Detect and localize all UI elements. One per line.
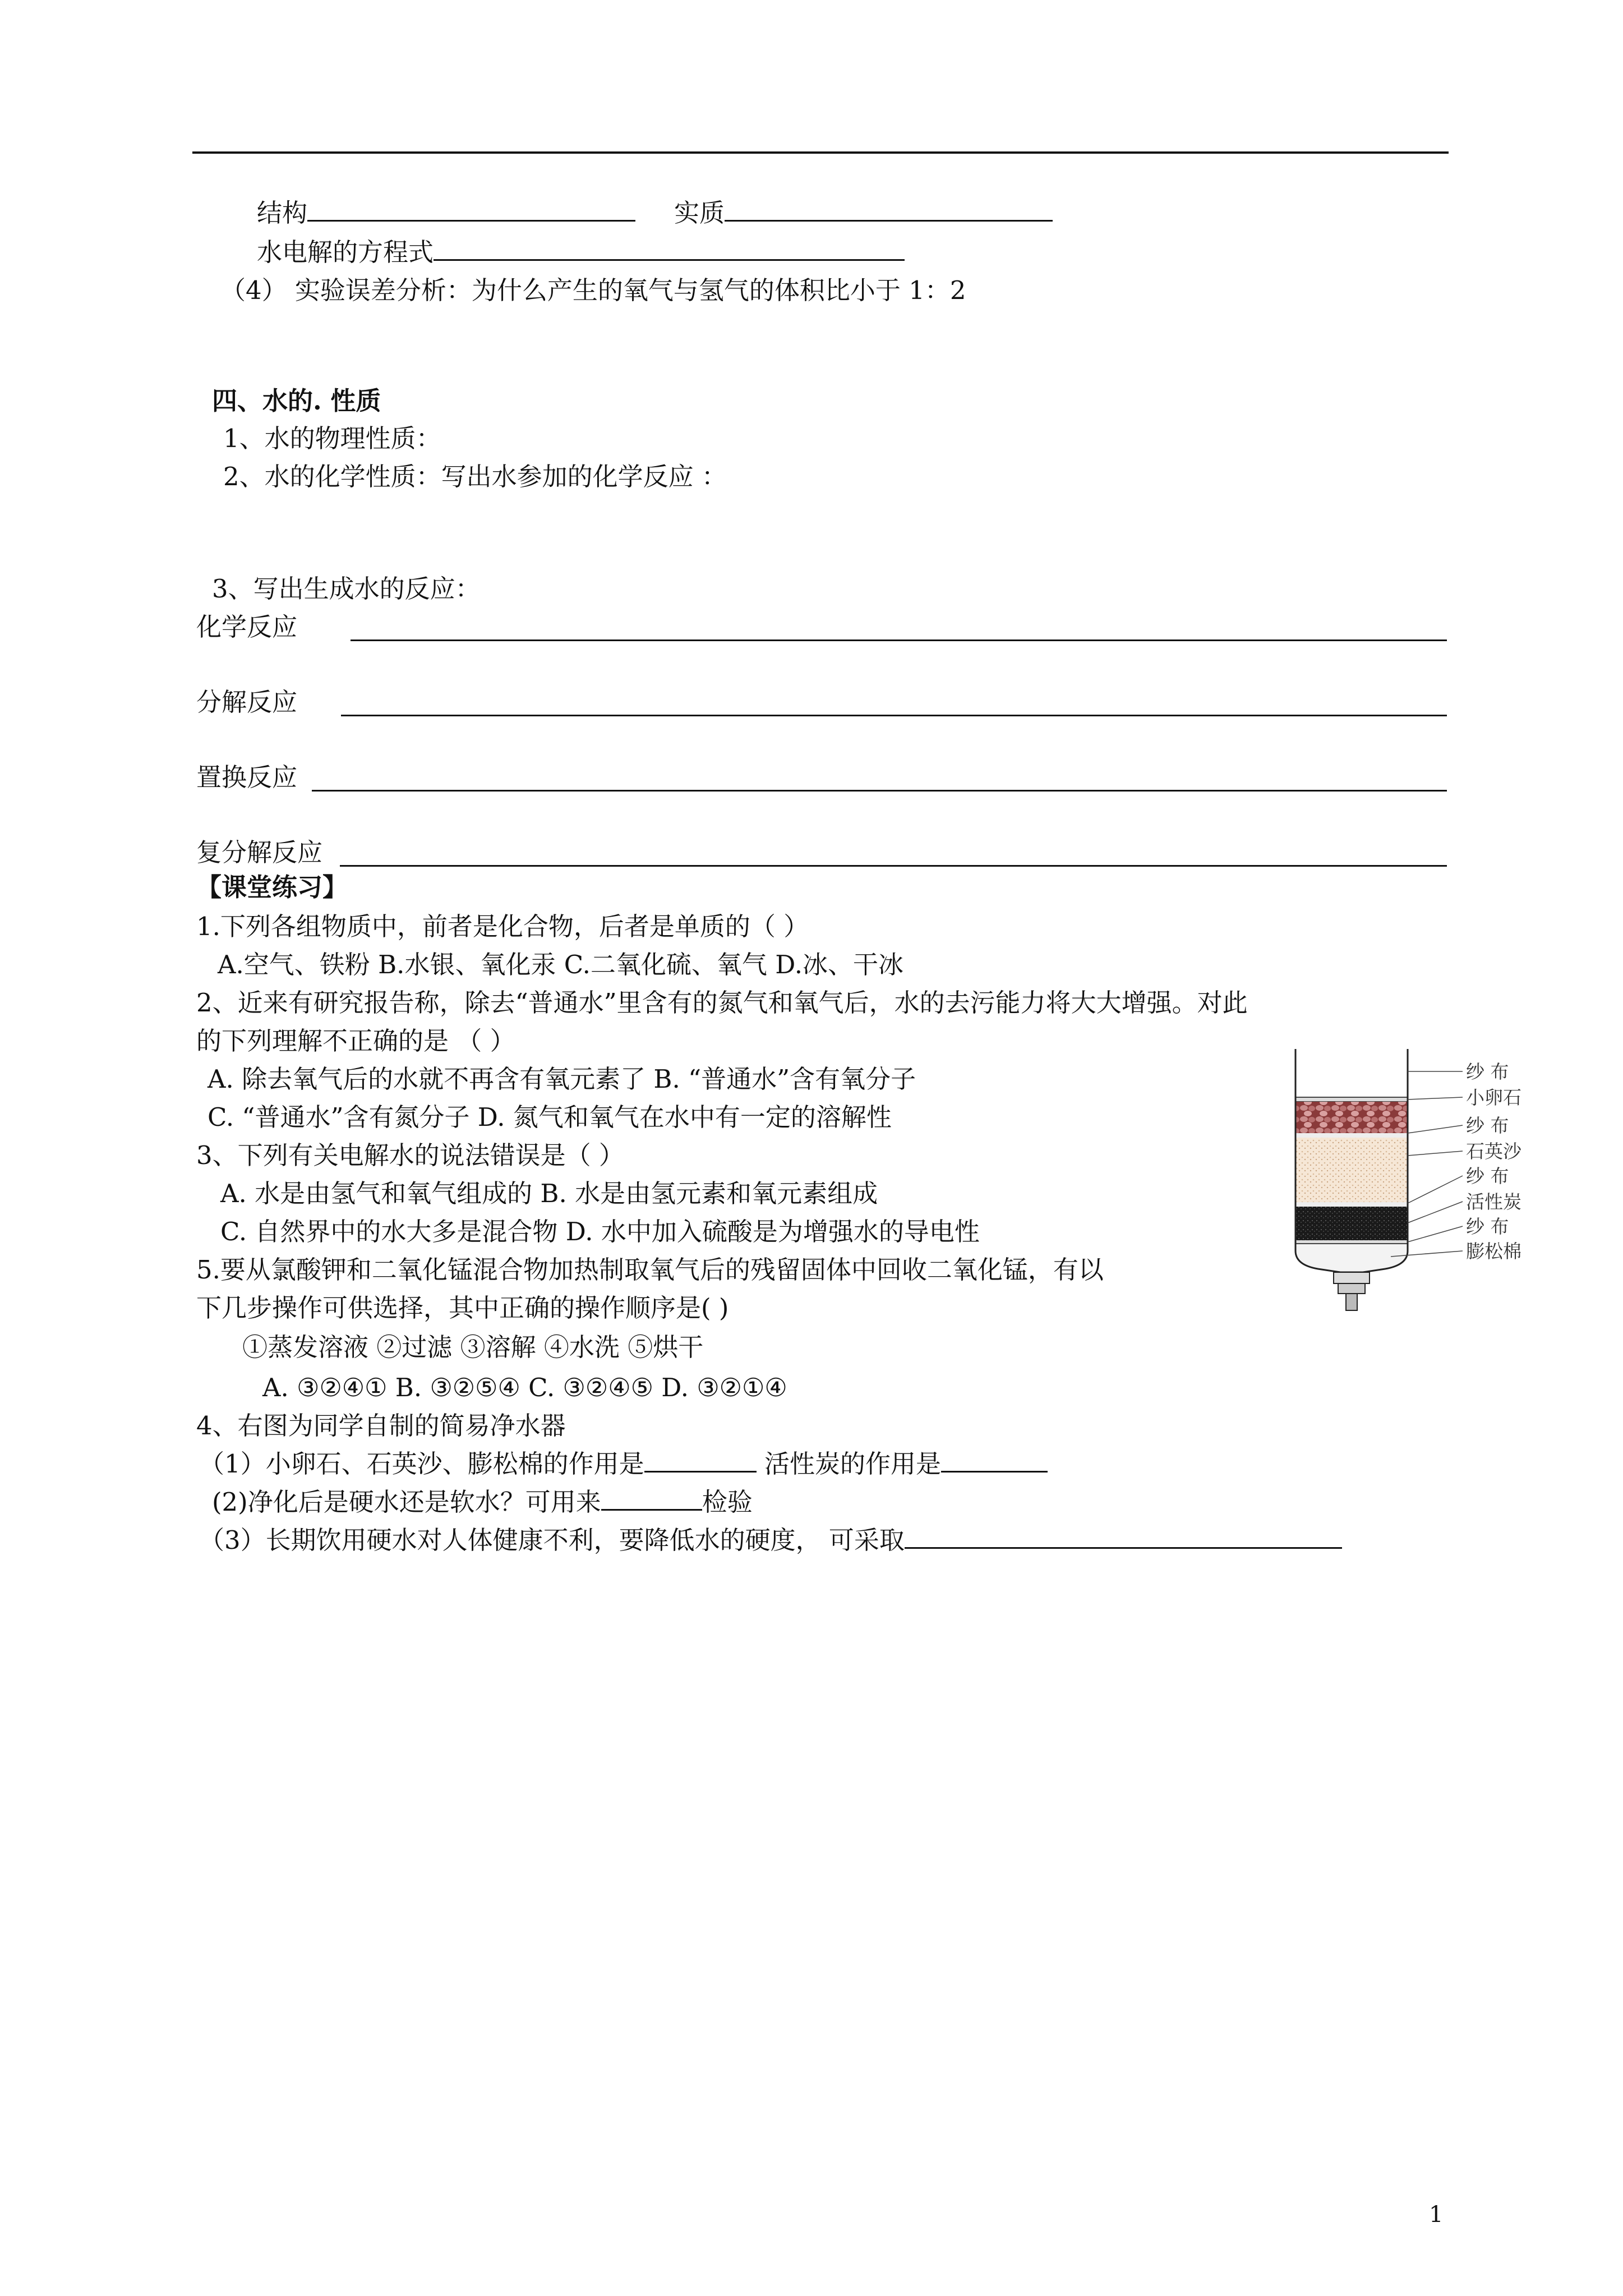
page-number: 1 xyxy=(1429,2202,1444,2228)
structure-label: 结构 xyxy=(257,198,308,228)
q4-stem: 4、右图为同学自制的简易净水器 xyxy=(196,1411,566,1441)
reaction-label-double: 复分解反应 xyxy=(196,838,323,867)
q3-options-cd: C. 自然界中的水大多是混合物 D. 水中加入硫酸是为增强水的导电性 xyxy=(220,1217,980,1246)
q4-part1-text-a: （1）小卵石、石英沙、膨松棉的作用是 xyxy=(199,1449,644,1479)
label-gauze-2: 纱 布 xyxy=(1466,1115,1509,1137)
reaction-label-displacement: 置换反应 xyxy=(196,762,298,792)
practice-title: 【课堂练习】 xyxy=(196,872,348,902)
structure-blank[interactable] xyxy=(307,196,635,222)
q4-part1-blank-b[interactable] xyxy=(941,1447,1048,1473)
q2-stem-line1: 2、近来有研究报告称，除去“普通水”里含有的氮气和氧气后，水的去污能力将大大增强。对此 xyxy=(196,988,1248,1018)
q5-stem-line2: 下几步操作可供选择，其中正确的操作顺序是( ) xyxy=(196,1293,729,1323)
q1-stem: 1.下列各组物质中，前者是化合物，后者是单质的（ ） xyxy=(196,912,809,941)
q5-steps: ①蒸发溶液 ②过滤 ③溶解 ④水洗 ⑤烘干 xyxy=(242,1332,704,1362)
reaction-blank-displacement[interactable] xyxy=(312,790,1447,792)
label-gauze-3: 纱 布 xyxy=(1466,1165,1509,1187)
structure-line xyxy=(257,196,635,230)
q1-options: A.空气、铁粉 B.水银、氧化汞 C.二氧化硫、氧气 D.冰、干冰 xyxy=(218,950,903,979)
q5-options: A. ③②④① B. ③②⑤④ C. ③②④⑤ D. ③②①④ xyxy=(262,1373,787,1402)
q2-options-ab: A. 除去氧气后的水就不再含有氧元素了 B. “普通水”含有氧分子 xyxy=(208,1064,916,1094)
filter-column xyxy=(1295,1049,1408,1310)
q4-part3 xyxy=(199,1524,1342,1557)
essence-blank[interactable] xyxy=(725,196,1053,222)
q4-part3-blank[interactable] xyxy=(905,1524,1342,1549)
label-gauze-4: 纱 布 xyxy=(1466,1216,1509,1237)
q4-part3-text: （3）长期饮用硬水对人体健康不利，要降低水的硬度， 可采取 xyxy=(199,1525,905,1555)
label-cotton: 膨松棉 xyxy=(1466,1240,1521,1262)
essence-line xyxy=(674,196,1053,230)
label-quartz-sand: 石英沙 xyxy=(1466,1140,1521,1162)
label-activated-carbon: 活性炭 xyxy=(1466,1191,1521,1213)
electrolysis-blank[interactable] xyxy=(434,236,905,261)
q4-part1 xyxy=(199,1447,1048,1481)
q5-stem-line1: 5.要从氯酸钾和二氧化锰混合物加热制取氧气后的残留固体中回收二氧化锰，有以 xyxy=(196,1255,1104,1285)
reaction-blank-decomposition[interactable] xyxy=(341,715,1447,716)
label-pebbles: 小卵石 xyxy=(1466,1087,1521,1108)
reaction-blank-combination[interactable] xyxy=(351,639,1447,641)
water-filter-diagram xyxy=(1284,1049,1553,1313)
q2-options-cd: C. “普通水”含有氮分子 D. 氮气和氧气在水中有一定的溶解性 xyxy=(208,1102,892,1132)
q4-part2 xyxy=(212,1485,753,1519)
q4-part2-blank[interactable] xyxy=(601,1485,702,1511)
q3-options-ab: A. 水是由氢气和氧气组成的 B. 水是由氢元素和氧元素组成 xyxy=(220,1179,878,1208)
physical-properties: 1、水的物理性质： xyxy=(223,424,441,453)
q4-part1-text-b: 活性炭的作用是 xyxy=(756,1449,941,1479)
q4-part1-blank-a[interactable] xyxy=(644,1447,757,1473)
error-analysis-question: （4） 实验误差分析：为什么产生的氧气与氢气的体积比小于 1：2 xyxy=(220,275,966,305)
reaction-label-combination: 化学反应 xyxy=(196,612,298,642)
q4-part2-text-a: (2)净化后是硬水还是软水？可用来 xyxy=(212,1487,601,1517)
water-forming-reactions: 3、写出生成水的反应： xyxy=(212,574,481,604)
q4-part2-text-b: 检验 xyxy=(702,1487,753,1517)
section4-title: 四、水的. 性质 xyxy=(212,386,381,416)
header-rule xyxy=(192,151,1449,154)
q3-stem: 3、下列有关电解水的说法错误是（ ） xyxy=(196,1140,624,1170)
essence-label: 实质 xyxy=(674,198,725,228)
label-gauze-1: 纱 布 xyxy=(1466,1061,1509,1083)
q2-stem-line2: 的下列理解不正确的是 （ ） xyxy=(196,1026,515,1056)
electrolysis-label: 水电解的方程式 xyxy=(257,237,434,267)
reaction-blank-double[interactable] xyxy=(340,865,1447,867)
filter-labels xyxy=(1466,1061,1522,1262)
chemical-properties: 2、水的化学性质：写出水参加的化学反应 ： xyxy=(223,462,727,491)
reaction-label-decomposition: 分解反应 xyxy=(196,687,298,717)
electrolysis-line xyxy=(257,236,905,269)
